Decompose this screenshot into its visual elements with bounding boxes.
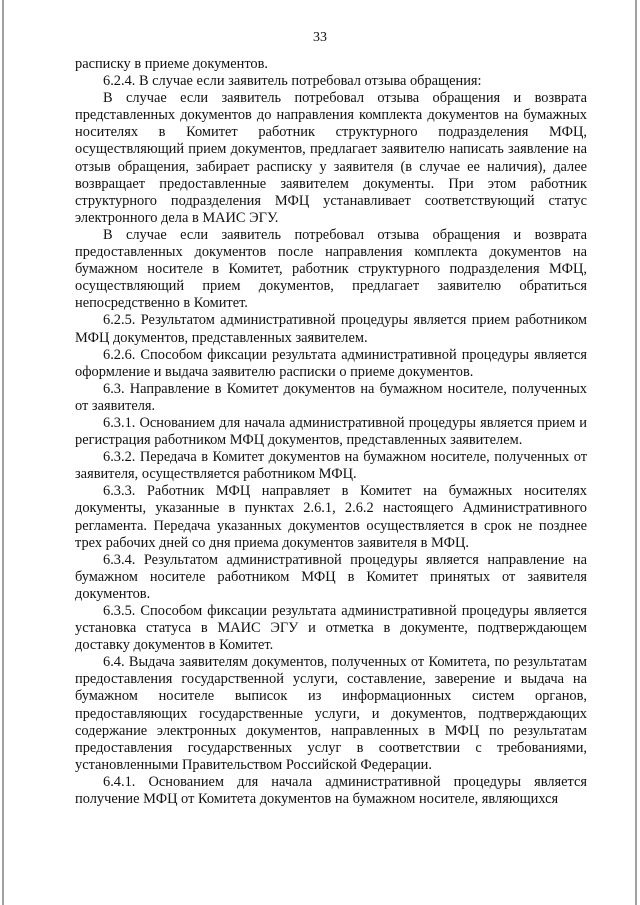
- page-number: 33: [313, 30, 327, 45]
- paragraph: 6.3.2. Передача в Комитет документов на бумажном носителе, полученных от заявителя, осуществляется работником МФЦ.: [75, 449, 587, 483]
- scan-edge-left: [2, 0, 4, 905]
- paragraph: 6.3.5. Способом фиксации результата административной процедуры является установка статуса в МАИС ЭГУ и отметка в документе, подтверждающем доставку документов в Комитет.: [75, 603, 587, 654]
- paragraph: В случае если заявитель потребовал отзыва обращения и возврата предоставленных документов после направления комплекта документов на бумажном носителе в Комитет, работник структурного подразделения МФЦ, осуществляющий прием документов, предлагает заявителю обратиться непосредственно в Комитет.: [75, 226, 587, 312]
- paragraph: 6.3.3. Работник МФЦ направляет в Комитет на бумажных носителях документы, указанные в пунктах 2.6.1, 2.6.2 настоящего Административного регламента. Передача указанных документов осуществляется в срок не позднее трех рабочих дней со дня приема документов заявителя в МФЦ.: [75, 483, 587, 551]
- document-body: [75, 56, 587, 808]
- paragraph: 6.2.4. В случае если заявитель потребовал отзыва обращения:: [103, 73, 482, 90]
- paragraph: 6.3.4. Результатом административной процедуры является направление на бумажном носителе работником МФЦ в Комитет принятых от заявителя документов.: [75, 551, 587, 602]
- scan-edge-right: [635, 0, 637, 905]
- paragraph: 6.3. Направление в Комитет документов на бумажном носителе, полученных от заявителя.: [75, 380, 587, 414]
- paragraph: В случае если заявитель потребовал отзыва обращения и возврата представленных документов до направления комплекта документов на бумажных носителях в Комитет работник структурного подразделения МФЦ, осуществляющий прием документов, предлагает заявителю написать заявление на отзыв обращения, забирает расписку у заявителя (в случае ее наличия), далее возвращает предоставленные заявителем документы. При этом работник структурного подразделения МФЦ устанавливает соответствующий статус электронного дела в МАИС ЭГУ.: [75, 90, 587, 226]
- paragraph: 6.2.6. Способом фиксации результата административной процедуры является оформление и выдача заявителю расписки о приеме документов.: [75, 346, 587, 380]
- paragraph: расписку в приеме документов.: [75, 56, 269, 72]
- paragraph: 6.3.1. Основанием для начала административной процедуры является прием и регистрация работником МФЦ документов, представленных заявителем.: [75, 414, 587, 449]
- paragraph: 6.2.5. Результатом административной процедуры является прием работником МФЦ документов, представленных заявителем.: [75, 312, 587, 346]
- paragraph: 6.4. Выдача заявителям документов, полученных от Комитета, по результатам предоставления государственной услуги, составление, заверение и выдача на бумажном носителе выписок из информационных систем органов, предоставляющих государственные услуги, и документов, подтверждающих содержание электронных документов, направленных в МФЦ по результатам предоставления государственных услуг в соответствии с требованиями, установленными Правительством Российской Федерации.: [75, 654, 587, 773]
- paragraph: 6.4.1. Основанием для начала административной процедуры является получение МФЦ от Комитета документов на бумажном носителе, являющихся: [75, 773, 587, 808]
